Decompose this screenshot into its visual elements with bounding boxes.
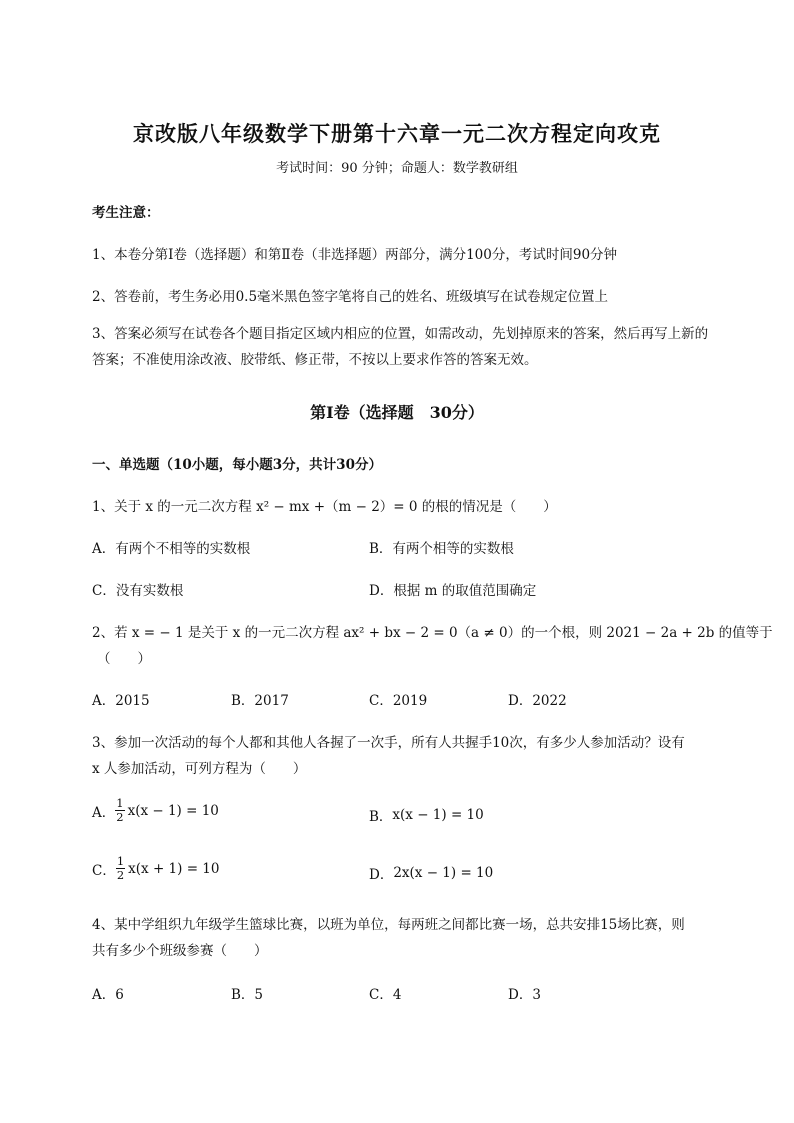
question-2-stem-cont: （ ） xyxy=(97,651,151,667)
question-4-stem-cont: 共有多少个班级参赛（ ） xyxy=(92,943,268,959)
denominator: 2 xyxy=(116,868,125,882)
expression: x(x − 1) = 10 xyxy=(392,807,484,823)
numerator: 1 xyxy=(116,796,124,810)
question-1-option-a: A．有两个不相等的实数根 xyxy=(92,541,251,557)
question-3-option-a xyxy=(92,797,219,824)
notice-item-3: 3、答案必须写在试卷各个题目指定区域内相应的位置，如需改动，先划掉原来的答案，然后再写上新的答案；不准使用涂改液、胶带纸、修正带，不按以上要求作答的答案无效。 xyxy=(92,326,709,368)
question-1-option-d: D．根据 m 的取值范围确定 xyxy=(369,583,537,599)
question-2-option-c: C．2019 xyxy=(369,693,428,709)
denominator: 2 xyxy=(116,810,124,824)
question-4-option-c: C．4 xyxy=(369,987,402,1003)
question-2-option-b: B．2017 xyxy=(231,693,289,709)
question-3-option-b xyxy=(369,805,484,825)
exam-info: 考试时间：90 分钟；命题人：数学教研组 xyxy=(276,161,518,176)
question-3-stem: 3、参加一次活动的每个人都和其他人各握了一次手，所有人共握手10次，有多少人参加活动？设有 xyxy=(92,735,685,751)
expression: x(x − 1) = 10 xyxy=(127,802,219,819)
question-3-stem-cont: x 人参加活动，可列方程为（ ） xyxy=(92,761,307,777)
notice-heading: 考生注意： xyxy=(92,205,160,221)
page-title: 京改版八年级数学下册第十六章一元二次方程定向攻克 xyxy=(133,121,661,146)
notice-item-2: 2、答卷前，考生务必用0.5毫米黑色签字笔将自己的姓名、班级填写在试卷规定位置上 xyxy=(92,289,609,305)
question-1-stem: 1、关于 x 的一元二次方程 x² − mx +（m − 2）= 0 的根的情况是（ ） xyxy=(92,499,557,515)
option-label: C． xyxy=(92,862,116,879)
numerator: 1 xyxy=(116,854,125,868)
fraction xyxy=(116,855,125,882)
option-label: D． xyxy=(369,867,394,883)
expression: 2x(x − 1) = 10 xyxy=(393,865,494,881)
question-3-option-d xyxy=(369,863,493,883)
question-2-stem: 2、若 x = − 1 是关于 x 的一元二次方程 ax² + bx − 2 = 0（a ≠ 0）的一个根，则 2021 − 2a + 2b 的值等于 xyxy=(92,625,773,641)
option-label: B． xyxy=(369,809,393,825)
section-title: 第Ⅰ卷（选择题 30分） xyxy=(310,403,484,422)
question-4-option-a: A．6 xyxy=(92,987,124,1003)
question-3-option-c xyxy=(92,855,220,882)
part-heading: 一、单选题（10小题，每小题3分，共计30分） xyxy=(92,457,382,473)
question-4-option-d: D．3 xyxy=(508,987,541,1003)
option-label: A． xyxy=(92,804,116,821)
question-4-stem: 4、某中学组织九年级学生篮球比赛，以班为单位，每两班之间都比赛一场，总共安排15场比赛，则 xyxy=(92,917,685,933)
expression: x(x + 1) = 10 xyxy=(128,860,220,877)
notice-item-1: 1、本卷分第Ⅰ卷（选择题）和第Ⅱ卷（非选择题）两部分，满分100分，考试时间90分钟 xyxy=(92,247,618,263)
question-2-option-a: A．2015 xyxy=(92,693,150,709)
fraction xyxy=(115,797,124,824)
question-4-option-b: B．5 xyxy=(231,987,264,1003)
question-2-option-d: D．2022 xyxy=(508,693,567,709)
question-1-option-b: B．有两个相等的实数根 xyxy=(369,541,514,557)
question-1-option-c: C．没有实数根 xyxy=(92,583,184,599)
